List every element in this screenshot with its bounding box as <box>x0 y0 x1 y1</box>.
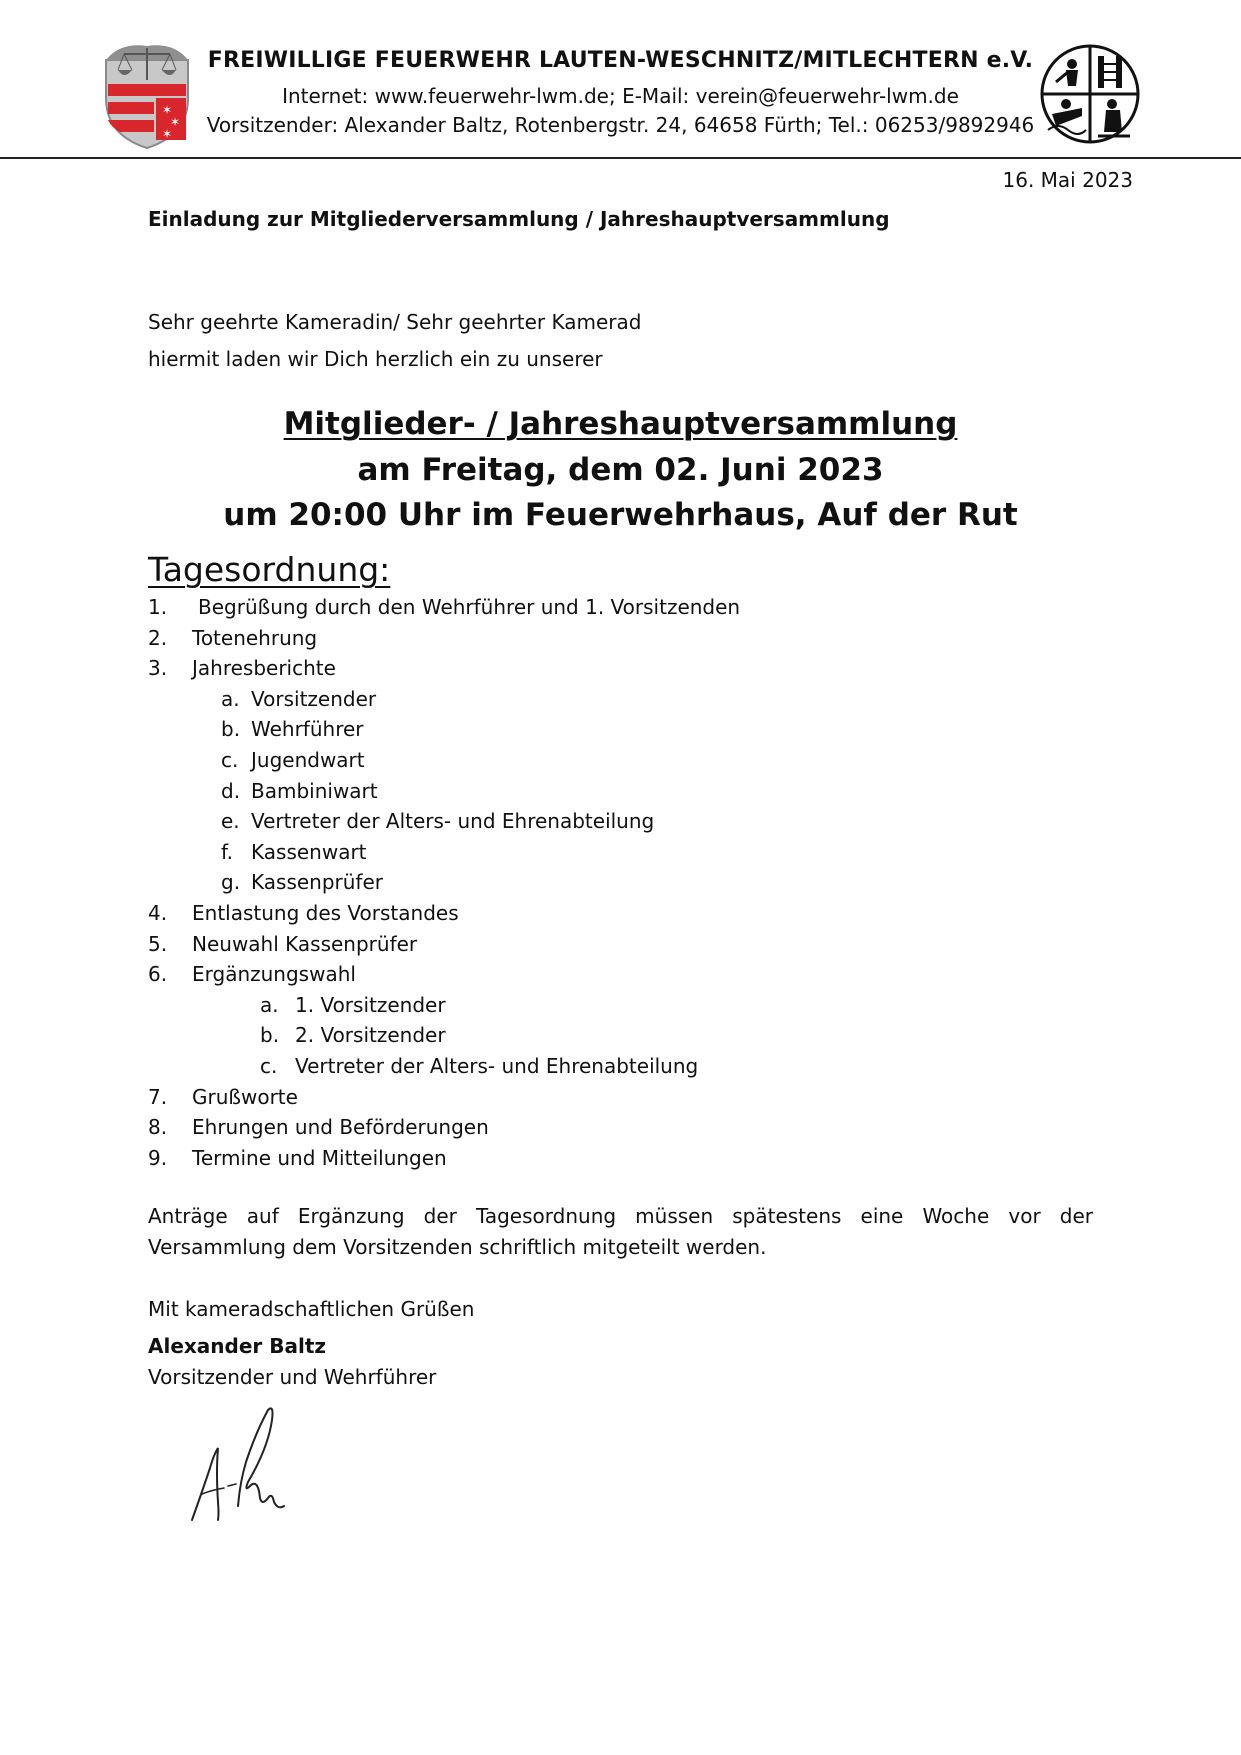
agenda-item-text: Entlastung des Vorstandes <box>192 900 459 925</box>
agenda-item-number: c. <box>260 1053 278 1078</box>
svg-text:✶: ✶ <box>170 115 181 129</box>
agenda-item-text: Totenehrung <box>192 625 318 650</box>
agenda-item <box>148 623 1108 654</box>
agenda-item-number: b. <box>260 1023 280 1048</box>
chair-info: Vorsitzender: Alexander Baltz, Rotenbergstr. 24, 64658 Fürth; Tel.: 06253/9892946 <box>206 113 1035 137</box>
event-title <box>0 406 1241 442</box>
agenda-item-text: Vertreter der Alters- und Ehrenabteilung <box>251 809 655 834</box>
header-divider <box>0 157 1241 159</box>
agenda-item <box>148 684 1108 715</box>
agenda-item <box>148 592 1108 623</box>
letter-date: 16. Mai 2023 <box>1002 168 1133 192</box>
agenda-item <box>148 806 1108 837</box>
agenda-title: Tagesordnung: <box>148 550 391 589</box>
agenda-item-number: f. <box>221 839 233 864</box>
agenda-item <box>148 959 1108 990</box>
agenda-item-number: b. <box>221 717 241 742</box>
agenda-item-text: Ergänzungswahl <box>192 962 356 987</box>
event-date: am Freitag, dem 02. Juni 2023 <box>357 452 884 488</box>
agenda-item <box>148 867 1108 898</box>
agenda-item <box>148 1020 1108 1051</box>
svg-text:✶: ✶ <box>162 127 173 141</box>
agenda-item-number: c. <box>221 747 239 772</box>
agenda-item-text: Kassenprüfer <box>251 870 384 895</box>
agenda-item-number: g. <box>221 870 241 895</box>
agenda-item <box>148 1143 1108 1174</box>
agenda-item-text: 1. Vorsitzender <box>295 992 446 1017</box>
agenda-item-number: 7. <box>148 1084 168 1109</box>
agenda-item-number: d. <box>221 778 241 803</box>
svg-text:✶: ✶ <box>162 103 173 117</box>
agenda-item-text: Vertreter der Alters- und Ehrenabteilung <box>295 1053 699 1078</box>
agenda-item <box>148 714 1108 745</box>
agenda-item-number: 3. <box>148 656 168 681</box>
agenda-item <box>148 1112 1108 1143</box>
handwritten-signature-icon <box>188 1402 298 1524</box>
organization-name: FREIWILLIGE FEUERWEHR LAUTEN-WESCHNITZ/MITLECHTERN e.V. <box>207 48 1034 73</box>
agenda-item-text: Neuwahl Kassenprüfer <box>192 931 418 956</box>
agenda-item <box>148 898 1108 929</box>
agenda-item-number: 4. <box>148 900 168 925</box>
agenda-item-text: Jahresberichte <box>192 656 336 681</box>
agenda-item-text: Jugendwart <box>251 747 365 772</box>
agenda-item <box>148 1051 1108 1082</box>
agenda-item <box>148 745 1108 776</box>
agenda-item-number: 6. <box>148 962 168 987</box>
event-place: um 20:00 Uhr im Feuerwehrhaus, Auf der Rut <box>223 497 1018 533</box>
agenda-item-text: Ehrungen und Beförderungen <box>192 1115 489 1140</box>
agenda-item-number: 9. <box>148 1145 168 1170</box>
agenda-list <box>148 592 1108 1173</box>
agenda-item <box>148 776 1108 807</box>
agenda-item <box>148 990 1108 1021</box>
agenda-item-text: Bambiniwart <box>251 778 378 803</box>
agenda-item-number: 5. <box>148 931 168 956</box>
agenda-item <box>148 1082 1108 1113</box>
agenda-item-number: 8. <box>148 1115 168 1140</box>
agenda-item-text: Begrüßung durch den Wehrführer und 1. Vorsitzenden <box>198 595 741 619</box>
agenda-item-number: 1. <box>148 595 168 619</box>
event-title-text: Mitglieder- / Jahreshauptversammlung <box>283 406 958 442</box>
agenda-item-text: Grußworte <box>192 1084 298 1109</box>
agenda-item-text: 2. Vorsitzender <box>295 1023 446 1048</box>
signer-role: Vorsitzender und Wehrführer <box>148 1365 437 1389</box>
fire-brigade-emblem-icon <box>1038 42 1142 146</box>
letter-subject: Einladung zur Mitgliederversammlung / Jahreshauptversammlung <box>148 207 890 231</box>
agenda-item-text: Termine und Mitteilungen <box>192 1145 447 1170</box>
agenda-item-text: Kassenwart <box>251 839 367 864</box>
closing-phrase: Mit kameradschaftlichen Grüßen <box>148 1297 475 1321</box>
agenda-item-number: a. <box>221 686 240 711</box>
intro-text: hiermit laden wir Dich herzlich ein zu unserer <box>148 347 603 371</box>
agenda-item-number: e. <box>221 809 240 834</box>
agenda-item-text: Wehrführer <box>251 717 364 742</box>
agenda-item <box>148 837 1108 868</box>
agenda-item <box>148 653 1108 684</box>
signer-name: Alexander Baltz <box>148 1334 327 1358</box>
salutation: Sehr geehrte Kameradin/ Sehr geehrter Kamerad <box>148 310 642 334</box>
agenda-note: Anträge auf Ergänzung der Tagesordnung müssen spätestens eine Woche vor der Versammlung dem Vorsitzenden schriftlich mitgeteilt werden. <box>148 1204 1093 1259</box>
agenda-item-number: 2. <box>148 625 168 650</box>
contact-info: Internet: www.feuerwehr-lwm.de; E-Mail: verein@feuerwehr-lwm.de <box>282 84 959 108</box>
agenda-item <box>148 929 1108 960</box>
agenda-item-number: a. <box>260 992 279 1017</box>
agenda-item-text: Vorsitzender <box>251 686 377 711</box>
